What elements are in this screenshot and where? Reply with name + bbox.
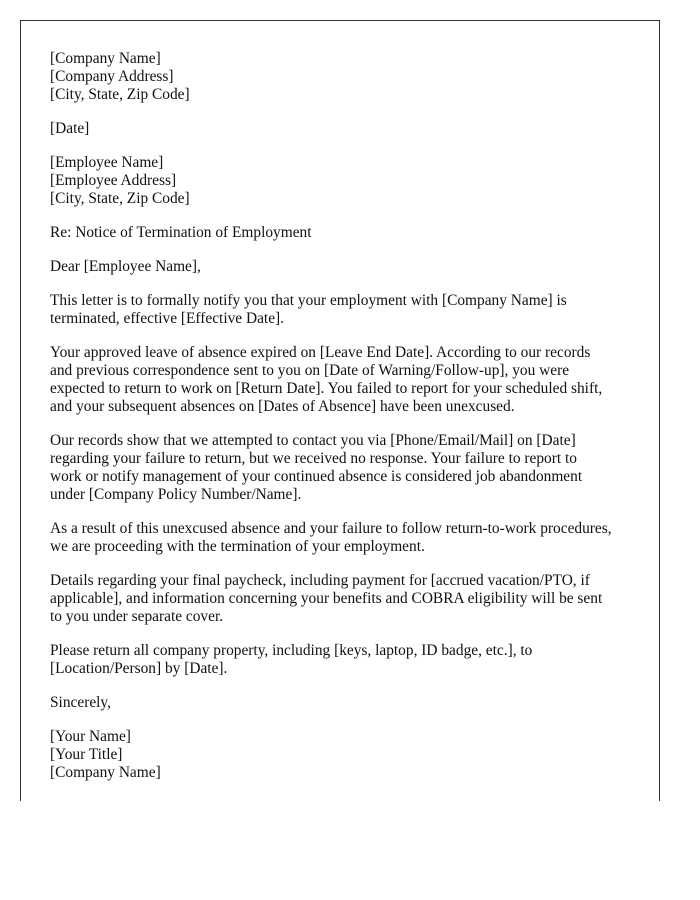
- subject-line: [50, 224, 612, 242]
- recipient-address: [50, 154, 612, 208]
- text-line: regarding your failure to return, but we received no response. Your failure to report to: [50, 450, 577, 467]
- text-line: we are proceeding with the termination of your employment.: [50, 538, 425, 555]
- body-paragraph-paycheck: [50, 572, 612, 626]
- text-line: [Employee Address]: [50, 172, 177, 189]
- text-line: Sincerely,: [50, 694, 111, 711]
- text-line: [City, State, Zip Code]: [50, 86, 190, 103]
- closing: [50, 694, 612, 712]
- body-paragraph-notice: [50, 292, 612, 328]
- text-line: Your approved leave of absence expired on [Leave End Date]. According to our records: [50, 344, 591, 361]
- text-line: and your subsequent absences on [Dates of Absence] have been unexcused.: [50, 398, 515, 415]
- date: [50, 120, 612, 138]
- text-line: terminated, effective [Effective Date].: [50, 310, 285, 327]
- text-line: [City, State, Zip Code]: [50, 190, 190, 207]
- text-line: [Company Name]: [50, 764, 161, 781]
- letter-content: [50, 50, 612, 798]
- text-line: [Company Address]: [50, 68, 174, 85]
- body-paragraph-result: [50, 520, 612, 556]
- body-paragraph-leave: [50, 344, 612, 416]
- text-line: applicable], and information concerning your benefits and COBRA eligibility will be sent: [50, 590, 603, 607]
- body-paragraph-property: [50, 642, 612, 678]
- text-line: Re: Notice of Termination of Employment: [50, 224, 312, 241]
- text-line: Dear [Employee Name],: [50, 258, 201, 275]
- text-line: and previous correspondence sent to you on [Date of Warning/Follow-up], you were: [50, 362, 570, 379]
- salutation: [50, 258, 612, 276]
- text-line: This letter is to formally notify you that your employment with [Company Name] is: [50, 292, 567, 309]
- text-line: expected to return to work on [Return Date]. You failed to report for your scheduled shift,: [50, 380, 603, 397]
- text-line: work or notify management of your continued absence is considered job abandonment: [50, 468, 583, 485]
- text-line: under [Company Policy Number/Name].: [50, 486, 302, 503]
- text-line: Details regarding your final paycheck, including payment for [accrued vacation/PTO, if: [50, 572, 590, 589]
- text-line: [Company Name]: [50, 50, 161, 67]
- text-line: [Your Title]: [50, 746, 123, 763]
- signature-block: [50, 728, 612, 782]
- sender-address: [50, 50, 612, 104]
- text-line: [Your Name]: [50, 728, 131, 745]
- text-line: to you under separate cover.: [50, 608, 224, 625]
- text-line: Please return all company property, including [keys, laptop, ID badge, etc.], to: [50, 642, 533, 659]
- text-line: [Date]: [50, 120, 90, 137]
- text-line: [Employee Name]: [50, 154, 164, 171]
- text-line: Our records show that we attempted to contact you via [Phone/Email/Mail] on [Date]: [50, 432, 576, 449]
- body-paragraph-contact: [50, 432, 612, 504]
- text-line: As a result of this unexcused absence and your failure to follow return-to-work procedures,: [50, 520, 612, 537]
- text-line: [Location/Person] by [Date].: [50, 660, 228, 677]
- letter-page: [20, 20, 660, 801]
